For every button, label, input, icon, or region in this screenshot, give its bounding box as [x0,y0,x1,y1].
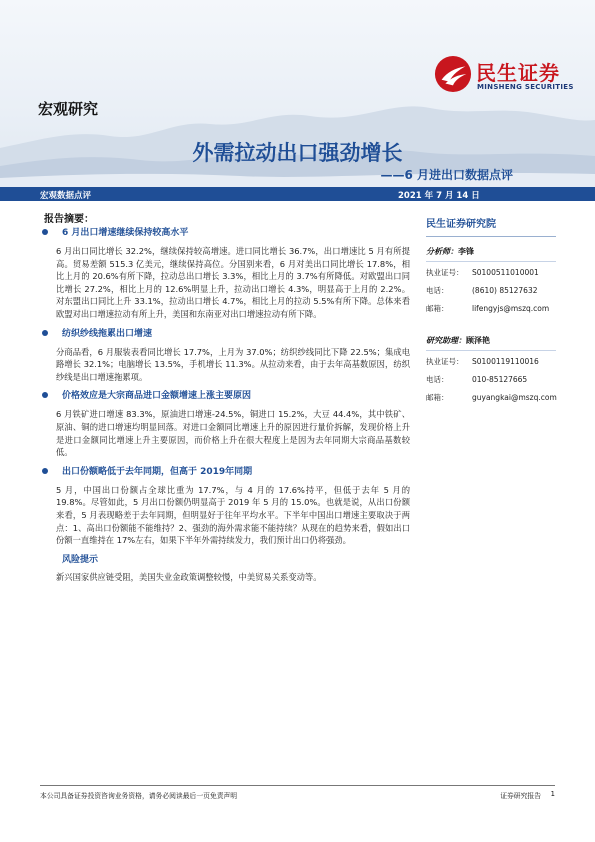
section-text: 5 月，中国出口份额占全球比重为 17.7%，与 4 月的 17.6%持平，但低于去年 5 月的 19.8%。尽管如此，5 月出口份额仍明显高于 2019 年 5 月的 15.0%。也就是说，从出口份额来看，5 月表现略差于去年同期，但明显好于往年平均水平。下半年中国出口增速主要取决于两点：1、高出口份额能不能维持？2、强劲的海外需求能不能持续？从现在的趋势来看，假如出口份额一直维持在 17%左右，如果下半年外需持续发力，我们预计出口仍将强劲。 [56,484,410,546]
abstract-section [40,327,410,384]
analyst-email-link[interactable]: lifengyjs@mszq.com [472,304,550,313]
abstract-section [40,465,410,547]
bullet-icon [42,468,48,474]
brand-logo [434,55,584,99]
assistant-label: 研究助理： [426,336,466,345]
brand-name-cn: 民生证券 [476,61,560,85]
report-type: 宏观数据点评 [40,191,92,201]
info-band [0,187,595,201]
analyst-license-row: 执业证号： S0100511010001 [426,268,539,277]
analyst-name: 李锋 [458,247,474,256]
bullet-icon [42,392,48,398]
assistant-header [426,335,556,351]
assistant-license-row: 执业证号： S0100119110016 [426,357,539,366]
section-title: 纺织纱线拖累出口增速 [62,328,153,339]
research-institute: 民生证券研究院 [426,215,556,237]
report-title: 外需拉动出口强劲增长 [192,141,403,165]
risk-section [40,553,410,584]
section-text: 6 月铁矿进口增速 83.3%，原油进口增速-24.5%，铜进口 15.2%，大豆 44.4%，其中铁矿、原油、铜的进口增速均明显回落。对进口金额同比增速上升的原因进行量价拆解，发现价格上升是进口金额同比增速上升主要原因，而价格上升在很大程度上是因为去年同期大宗商品基数较低。 [56,409,410,458]
analyst-sidebar [426,215,556,405]
section-title: 出口份额略低于去年同期，但高于 2019年同期 [62,466,253,477]
report-date: 2021 年 7 月 14 日 [398,191,480,201]
analyst-email-row: 邮箱： lifengyjs@mszq.com [426,302,556,316]
section-text: 6 月出口同比增长 32.2%，继续保持较高增速。进口同比增长 36.7%，出口增速比 5 月有所提高。贸易差额 515.3 亿美元，继续保持高位。分国别来看，6 月对美出口同比增长 17.8%，相比上月的 20.6%有所下降，拉动总出口增长 3.3%，相比上月的 3.7%有所降低。对欧盟出口同比增长 27.2%，相比上月的 12.6%明显上升，拉动出口增长 4.3%，明显高于上月的 2.2%。对东盟出口同比上升 33.1%，拉动出口增长 4.7%，相比上月的拉动 5.5%有所下降。总体来看欧盟对出口增速拉动有所上升，美国和东南亚对出口增速拉动有所下降。 [56,246,410,319]
analyst-header [426,246,556,262]
risk-title: 风险提示 [62,554,99,565]
section-title: 6 月出口增速继续保持较高水平 [62,228,189,238]
analyst-label: 分析师： [426,247,458,256]
section-text: 分商品看，6 月服装表看同比增长 17.7%，上月为 37.0%；纺织纱线同比下降 22.5%；集成电路增长 32.1%；电脑增长 13.5%，手机增长 11.3%。从拉动来看，由于去年高基数原因，纺织纱线是出口增速拖累项。 [56,346,410,382]
page-footer [40,785,555,800]
report-category: 宏观研究 [38,100,99,118]
assistant-email-row: 邮箱： guyangkai@mszq.com [426,391,556,405]
brand-name-en: MINSHENG SECURITIES [477,83,574,91]
assistant-email-link[interactable]: guyangkai@mszq.com [472,393,557,402]
abstract-section [40,226,410,321]
analyst-phone-row: 电话： (8610) 85127632 [426,286,538,295]
bullet-icon [42,330,48,336]
risk-text: 新兴国家供应链受阻，美国失业金政策调整较慢，中美贸易关系变动等。 [56,571,322,582]
minsheng-logo-icon [434,55,472,93]
footer-disclaimer: 本公司具备证券投资咨询业务资格，请务必阅读最后一页免责声明 [40,792,238,800]
assistant-phone-row: 电话： 010-85127665 [426,375,528,384]
report-subtitle: ——6 月进出口数据点评 [380,168,513,182]
footer-report-type: 证券研究报告 [500,792,541,800]
page-number: 1 [550,790,555,798]
section-title: 价格效应是大宗商品进口金额增速上涨主要原因 [62,391,252,402]
bullet-icon [42,229,48,235]
abstract-heading: 报告摘要： [44,214,94,225]
assistant-name: 顾泽艳 [466,336,490,345]
abstract-body [40,226,410,589]
abstract-section [40,389,410,458]
